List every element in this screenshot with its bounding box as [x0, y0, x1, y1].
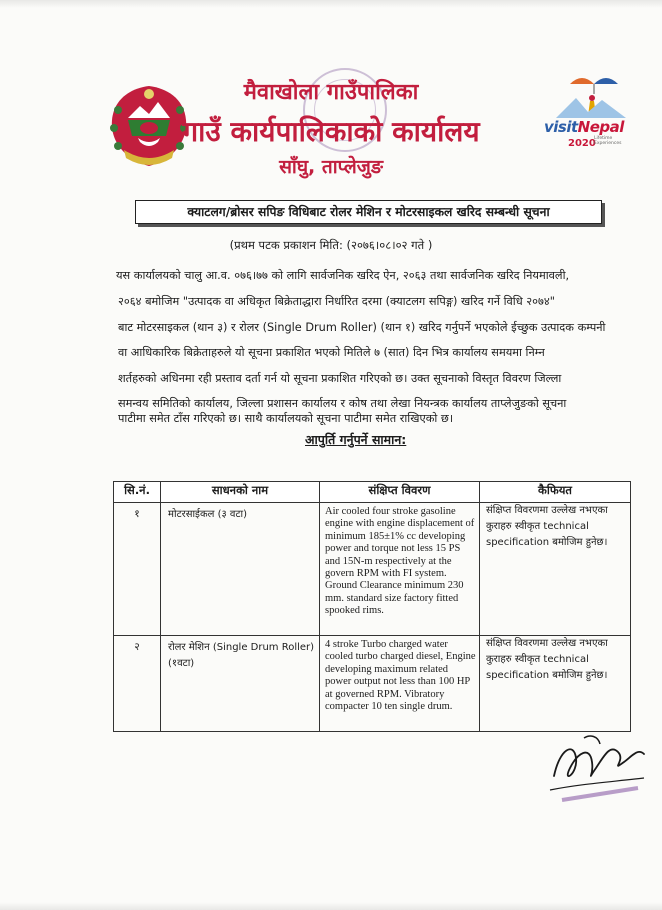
paragraph-line: वा आधिकारिक बिक्रेताहरुले यो सूचना प्रकाशित भएको मितिले ७ (सात) दिन भित्र कार्यालय समयमा निम्न — [118, 346, 545, 359]
cell-remarks: संक्षिप्त विवरणमा उल्लेख नभएका कुराहरु स्वीकृत technical specification बमोजिम हुनेछ। — [480, 636, 631, 732]
signature-icon — [540, 718, 652, 810]
cell-remarks: संक्षिप्त विवरणमा उल्लेख नभएका कुराहरु स्वीकृत technical specification बमोजिम हुनेछ। — [480, 503, 631, 636]
scan-top-edge — [0, 0, 662, 8]
items-table — [113, 481, 631, 732]
notice-heading: क्याटलग/ब्रोसर सपिङ विधिबाट रोलर मेशिन र मोटरसाइकल खरिद सम्बन्धी सूचना — [135, 200, 602, 224]
cell-serial: १ — [114, 503, 161, 636]
scan-bottom-edge — [0, 902, 662, 910]
col-header-serial: सि.नं. — [114, 482, 161, 503]
col-header-description: संक्षिप्त विवरण — [320, 482, 480, 503]
col-header-item-name: साधनको नाम — [161, 482, 320, 503]
paragraph-line: शर्तहरुको अधिनमा रही प्रस्ताव दर्ता गर्न यो सूचना प्रकाशित गरिएको छ। उक्त सूचनाको विस्तृत विवरण जिल्ला — [118, 372, 562, 385]
cell-item-name: मोटरसाईकल (३ वटा) — [161, 503, 320, 636]
paragraph-line: पाटीमा समेत टाँस गरिएको छ। साथै कार्यालयको सूचना पाटीमा समेत राखिएको छ। — [118, 412, 454, 425]
visit-nepal-logo — [536, 72, 632, 156]
cell-serial: २ — [114, 636, 161, 732]
municipality-name: मैवाखोला गाउँपालिका — [243, 80, 419, 105]
items-subheading: आपुर्ति गर्नुपर्ने सामान: — [305, 432, 407, 447]
visit-nepal-figure-icon — [536, 72, 632, 122]
col-header-remarks: कैफियत — [480, 482, 631, 503]
visit-nepal-tagline: Lifetime Experiences — [594, 136, 622, 146]
paragraph-line: समन्वय समितिको कार्यालय, जिल्ला प्रशासन कार्यालय र कोष तथा लेखा नियन्त्रक कार्यालय ताप्लेजुङको सूचना — [118, 397, 567, 410]
cell-description: 4 stroke Turbo charged water cooled turbo charged diesel, Engine developing maximum related power output not less than 100 HP at governed RPM. Vibratory compacter 10 ten single drum. — [320, 636, 480, 732]
cell-item-name: रोलर मेशिन (Single Drum Roller) (१वटा) — [161, 636, 320, 732]
table-header-row — [114, 482, 631, 503]
paragraph-line: बाट मोटरसाइकल (थान ३) र रोलर (Single Drum Roller) (थान १) खरिद गर्नुपर्ने भएकोले ईच्छुक उत्पादक कम्पनी — [118, 321, 606, 334]
table-row — [114, 503, 631, 636]
publication-date: (प्रथम पटक प्रकाशन मिति: (२०७६।०८।०२ गते ) — [229, 238, 433, 252]
paragraph-line: यस कार्यालयको चालु आ.व. ०७६।७७ को लागि सार्वजनिक खरिद ऐन, २०६३ तथा सार्वजनिक खरिद नियमावली, — [116, 269, 570, 282]
office-address: साँघु, ताप्लेजुङ — [279, 156, 383, 178]
visit-nepal-year: 2020 — [568, 138, 596, 149]
office-name: गाउँ कार्यपालिकाको कार्यालय — [182, 115, 480, 148]
paragraph-line: २०६४ बमोजिम "उत्पादक वा अधिकृत बिक्रेताद्धारा निर्धारित दरमा (क्याटलग सपिङ्ग) खरिद गर्ने विधि २०७४" — [118, 295, 555, 308]
visit-nepal-wordmark: visitNepal — [544, 118, 624, 136]
cell-description: Air cooled four stroke gasoline engine with engine displacement of minimum 185±1% cc developing power and torque not less 15 PS and 15N-m respectively at the govern RPM with FI system. Ground Clearance minimum 230 mm. standard size factory fitted spooked rims. — [320, 503, 480, 636]
